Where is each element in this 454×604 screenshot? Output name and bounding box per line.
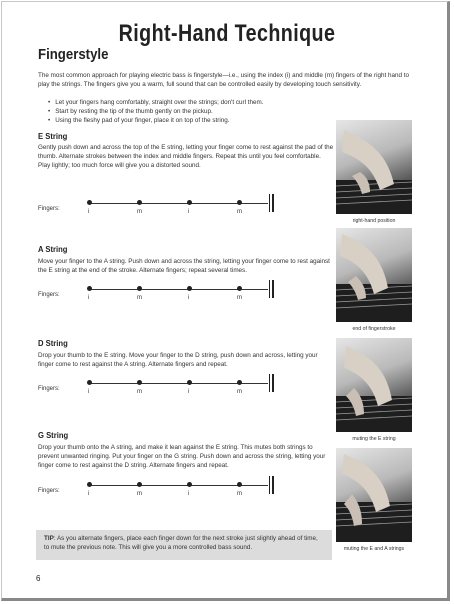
finger-label: m [237,389,242,395]
note-dot [87,482,92,487]
note-dot [87,286,92,291]
finger-label: i [188,209,190,215]
fingers-label: Fingers: [38,206,60,212]
a-string-heading: A String [38,244,68,254]
note-dot [137,200,142,205]
final-barline [272,476,274,494]
g-string-text: Drop your thumb onto the A string, and make it lean against the E string. This mutes both strings to prevent unwanted ringing. Put your finger on the G string. Push down and across the string, letting your finger come to rest against the D string. Alternate fingers and repeat. [38,444,326,469]
page-number: 6 [36,574,41,583]
finger-label: m [237,209,242,215]
finger-label: i [188,295,190,301]
photo-caption: muting the E and A strings [343,546,405,552]
note-dot [137,380,142,385]
finger-label: i [88,209,90,215]
note-dot [187,286,192,291]
tip-box [36,530,332,560]
g-string-heading: G String [38,430,69,440]
tip-label: TIP [44,535,54,542]
note-dot [87,200,92,205]
note-dot [87,380,92,385]
finger-label: m [237,295,242,301]
photo-muting-e-string [336,338,412,432]
a-string-fingering-staff [38,286,278,308]
finger-label: i [88,295,90,301]
e-string-text: Gently push down and across the top of the E string, letting your finger come to rest against the pad of the thumb. Alternate strokes between the index and middle fingers. Repeat this until you feel comfortable. Play lightly; too much force will give you a distorted sound. [38,144,334,169]
final-barline [269,194,270,212]
note-dot [187,200,192,205]
note-dot [187,380,192,385]
bullet-item: • Start by resting the tip of the thumb gently on the pickup. [48,107,348,116]
final-barline [272,194,274,212]
a-string-text: Move your finger to the A string. Push down and across the string, letting your finger come to rest against the E string at the end of the stroke. Alternate fingers; repeat several times. [38,258,330,274]
d-string-heading: D String [38,338,68,348]
photo-caption: muting the E string [352,436,396,442]
finger-label: i [188,491,190,497]
section-heading: Fingerstyle [38,46,109,63]
fingers-label: Fingers: [38,488,60,494]
note-dot [137,482,142,487]
photo-caption: right-hand position [352,218,396,224]
tip-text: : As you alternate fingers, place each finger down for the next stroke just slightly ahead of time, to mute the previous note. This will give you a more controlled bass sound. [44,535,318,551]
photo-caption: end of fingerstroke [352,326,396,332]
intro-paragraph: The most common approach for playing electric bass is fingerstyle—i.e., using the index (i) and middle (m) fingers of the right hand to play the strings. The fingers give you a warm, full sound that can be controlled easily by developing touch sensitivity. [38,72,409,88]
finger-label: m [137,491,142,497]
bullet-item: • Using the fleshy pad of your finger, place it on top of the string. [48,116,348,125]
finger-label: i [188,389,190,395]
finger-label: i [88,389,90,395]
d-string-fingering-staff [38,380,278,402]
e-string-heading: E String [38,131,68,141]
final-barline [269,476,270,494]
fingers-label: Fingers: [38,386,60,392]
note-dot [237,200,242,205]
note-dot [137,286,142,291]
finger-label: m [237,491,242,497]
note-dot [237,380,242,385]
final-barline [272,374,274,392]
finger-label: m [137,209,142,215]
photo-end-of-fingerstroke [336,228,412,322]
photo-muting-e-and-a-strings [336,448,412,542]
note-dot [237,286,242,291]
bullet-item: • Let your fingers hang comfortably, straight over the strings; don't curl them. [48,98,348,107]
finger-label: i [88,491,90,497]
g-string-fingering-staff [38,482,278,504]
fingers-label: Fingers: [38,292,60,298]
e-string-fingering-staff [38,200,278,222]
note-dot [187,482,192,487]
note-dot [237,482,242,487]
bullet-list [48,98,348,125]
final-barline [272,280,274,298]
final-barline [269,280,270,298]
finger-label: m [137,389,142,395]
finger-label: m [137,295,142,301]
d-string-text: Drop your thumb to the E string. Move your finger to the D string, push down and across, letting your finger come to rest against the A string. Alternate fingers and repeat. [38,352,318,368]
photo-right-hand-position [336,120,412,214]
final-barline [269,374,270,392]
page-title: Right-Hand Technique [118,20,336,47]
